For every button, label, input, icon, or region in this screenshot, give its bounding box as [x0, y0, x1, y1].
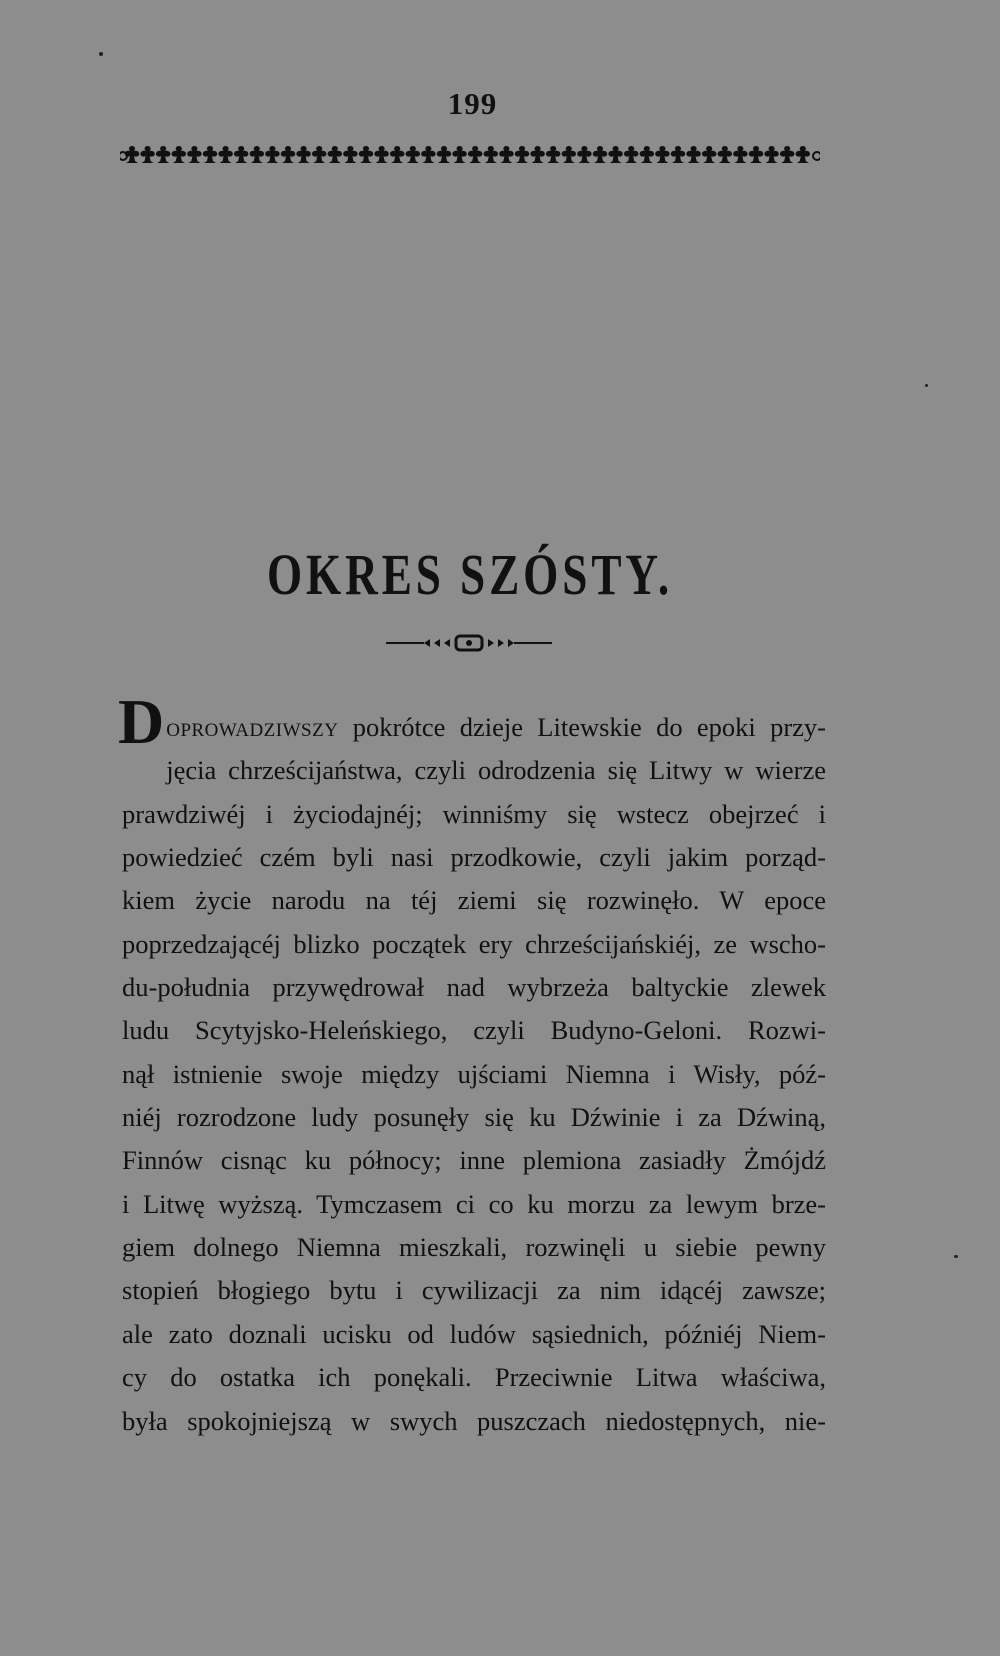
fleuron-mark: [749, 146, 763, 163]
scan-speck: [954, 1255, 958, 1258]
fleuron-mark: [203, 146, 217, 163]
text-line: ludu Scytyjsko-Heleńskiego, czyli Budyno-Geloni. Rozwi-: [122, 1015, 826, 1046]
fleuron-mark: [296, 146, 310, 163]
text-line: du-południa przywędrował nad wybrzeża baltyckie zlewek: [122, 972, 826, 1003]
fleuron-mark: [437, 146, 451, 163]
fleuron-mark: [390, 146, 404, 163]
page-number: 199: [447, 86, 498, 121]
fleuron-mark: [640, 146, 654, 163]
fleuron-mark: [686, 146, 700, 163]
fleuron-mark: [406, 146, 420, 163]
fleuron-mark: [546, 146, 560, 163]
fleuron-mark: [718, 146, 732, 163]
fleuron-mark: [671, 146, 685, 163]
border-end-ornament: [813, 152, 820, 160]
scan-speck: [99, 52, 103, 56]
fleuron-mark: [218, 146, 232, 163]
fleuron-mark: [328, 146, 342, 163]
fleuron-mark: [374, 146, 388, 163]
fleuron-mark: [764, 146, 778, 163]
section-title: OKRES SZÓSTY.: [266, 542, 674, 607]
text-line: niéj rozrodzone ludy posunęły się ku Dźwinie i za Dźwiną,: [122, 1102, 826, 1133]
text-line: giem dolnego Niemna mieszkali, rozwinęli u siebie pewny: [122, 1232, 826, 1263]
fleuron-mark: [702, 146, 716, 163]
fleuron-mark: [421, 146, 435, 163]
fleuron-mark: [281, 146, 295, 163]
text-line: prawdziwéj i życiodajnéj; winniśmy się wstecz obejrzeć i: [122, 798, 826, 829]
fleuron-mark: [468, 146, 482, 163]
text-line: stopień błogiego bytu i cywilizacji za nim idącéj zawsze;: [122, 1275, 826, 1306]
fleuron-mark: [796, 146, 810, 163]
fleuron-mark: [172, 146, 186, 163]
opening-word: oprowadziwszy: [166, 712, 339, 742]
fleuron-mark: [530, 146, 544, 163]
text-line: poprzedzającéj blizko początek ery chrześcijańskiéj, ze wscho-: [122, 928, 826, 959]
fleuron-mark: [515, 146, 529, 163]
fleuron-mark: [655, 146, 669, 163]
fleuron-mark: [265, 146, 279, 163]
fleuron-mark: [624, 146, 638, 163]
text-line-last: była spokojniejszą w swych puszczach niedostępnych, nie-: [122, 1405, 826, 1436]
title-flourish-ornament: [384, 632, 554, 654]
fleuron-mark: [608, 146, 622, 163]
fleuron-mark: [234, 146, 248, 163]
scan-speck: [925, 384, 928, 387]
fleuron-mark: [312, 146, 326, 163]
drop-cap: D: [118, 686, 165, 757]
ornamental-border-rule: [120, 142, 820, 170]
text-line: kiem życie narodu na téj ziemi się rozwinęło. W epoce: [122, 885, 826, 916]
fleuron-mark: [343, 146, 357, 163]
fleuron-mark: [484, 146, 498, 163]
fleuron-mark: [452, 146, 466, 163]
text-line: cy do ostatka ich ponękali. Przeciwnie Litwa właściwa,: [122, 1362, 826, 1393]
text-line: powiedzieć czém byli nasi przodkowie, czyli jakim porząd-: [122, 842, 826, 873]
fleuron-mark: [593, 146, 607, 163]
fleuron-mark: [359, 146, 373, 163]
text-line-first: [118, 686, 826, 757]
text-line: jęcia chrześcijaństwa, czyli odrodzenia się Litwy w wierze: [166, 755, 826, 786]
text-line: i Litwę wyższą. Tymczasem ci co ku morzu za lewym brze-: [122, 1188, 826, 1219]
fleuron-mark: [577, 146, 591, 163]
text-line: nął istnienie swoje między ujściami Niemna i Wisły, póź-: [122, 1058, 826, 1089]
fleuron-mark: [156, 146, 170, 163]
fleuron-mark: [733, 146, 747, 163]
fleuron-mark: [780, 146, 794, 163]
fleuron-mark: [562, 146, 576, 163]
fleuron-mark: [187, 146, 201, 163]
fleuron-mark: [499, 146, 513, 163]
text-line: Finnów cisnąc ku północy; inne plemiona zasiadły Żmójdź: [122, 1145, 826, 1176]
fleuron-mark: [250, 146, 264, 163]
body-paragraph: [118, 686, 826, 1443]
text-line: pokrótce dzieje Litewskie do epoki przy-: [338, 712, 826, 742]
text-line: ale zato doznali ucisku od ludów sąsiednich, późniéj Niem-: [122, 1318, 826, 1349]
fleuron-mark: [140, 146, 154, 163]
